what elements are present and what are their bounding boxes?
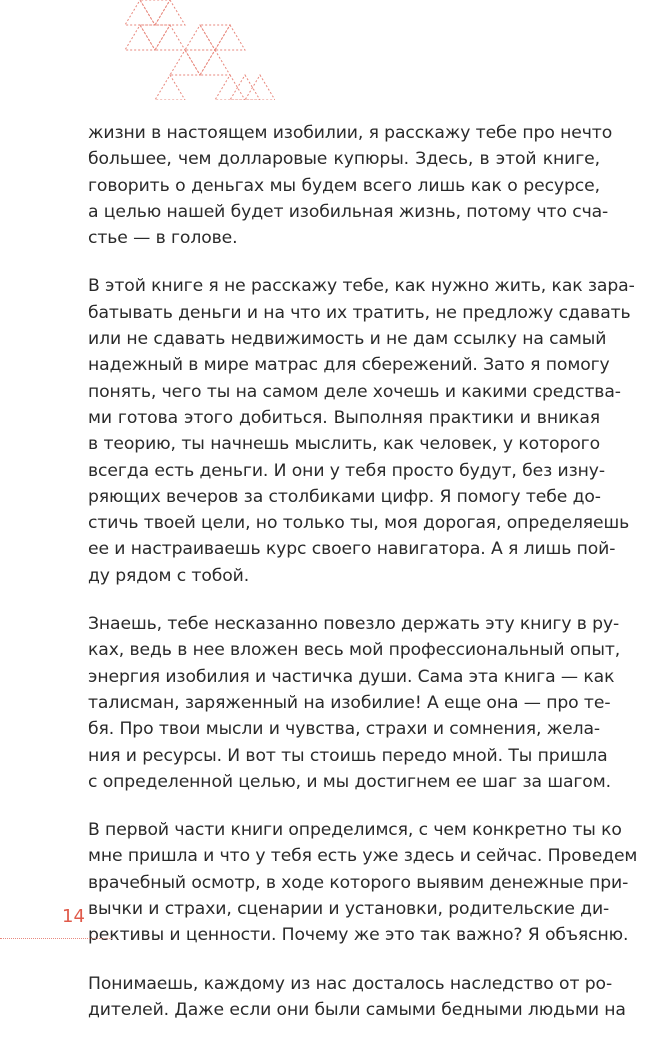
paragraph-4 — [88, 817, 638, 948]
paragraph-2 — [88, 273, 635, 589]
text-line: а целью нашей будет изобильная жизнь, потому что сча- — [88, 201, 609, 222]
text-line: Понимаешь, каждому из нас досталось наследство от ро- — [88, 973, 613, 994]
text-line: большее, чем долларовые купюры. Здесь, в этой книге, — [88, 149, 600, 170]
text-line: ми готова этого добиться. Выполняя практики и вникая — [88, 407, 600, 428]
text-line: В первой части книги определимся, с чем конкретно ты ко — [88, 820, 622, 841]
text-line: бя. Про твои мысли и чувства, страхи и сомнения, жела- — [88, 719, 600, 740]
text-line: дителей. Даже если они были самыми бедными людьми на — [88, 999, 626, 1020]
page-number-rule — [0, 938, 112, 939]
text-line: ду рядом с тобой. — [88, 565, 250, 586]
text-line: В этой книге я не расскажу тебе, как нужно жить, как зара- — [88, 276, 635, 297]
text-line: талисман, заряженный на изобилие! А еще она — про те- — [88, 692, 611, 713]
text-line: ния и ресурсы. И вот ты стоишь передо мной. Ты пришла — [88, 745, 608, 766]
text-line: врачебный осмотр, в ходе которого выявим денежные при- — [88, 872, 629, 893]
text-line: всегда есть деньги. И они у тебя просто будут, без изну- — [88, 460, 605, 481]
text-line: стичь твоей цели, но только ты, моя дорогая, определяешь — [88, 513, 630, 534]
text-line: ках, ведь в нее вложен весь мой профессиональный опыт, — [88, 640, 621, 661]
text-line: вычки и страхи, сценарии и установки, родительские ди- — [88, 899, 610, 920]
text-line: жизни в настоящем изобилии, я расскажу тебе про нечто — [88, 123, 613, 143]
paragraph-3 — [88, 611, 621, 795]
text-line: ее и настраиваешь курс своего навигатора. А я лишь пой- — [88, 539, 616, 560]
text-line: мне пришла и что у тебя есть уже здесь и сейчас. Проведем — [88, 846, 638, 867]
text-line: понять, чего ты на самом деле хочешь и какими средства- — [88, 381, 621, 402]
text-line: говорить о деньгах мы будем всего лишь как о ресурсе, — [88, 175, 600, 196]
triangle-ornament — [125, 0, 275, 100]
page-number: 14 — [62, 906, 85, 927]
text-line: с определенной целью, и мы достигнем ее шаг за шагом. — [88, 771, 611, 792]
text-line: рективы и ценности. Почему же это так важно? Я объясню. — [88, 925, 629, 946]
text-line: надежный в мире матрас для сбережений. Зато я помогу — [88, 355, 610, 376]
text-line: в теорию, ты начнешь мыслить, как человек, у которого — [88, 434, 600, 455]
text-line: ряющих вечеров за столбиками цифр. Я помогу тебе до- — [88, 486, 601, 507]
paragraph-5 — [88, 971, 626, 1024]
text-line: стье — в голове. — [88, 228, 238, 249]
text-line: батывать деньги и на что их тратить, не предложу сдавать — [88, 302, 631, 323]
text-line: Знаешь, тебе несказанно повезло держать эту книгу в ру- — [88, 614, 620, 635]
paragraph-1 — [88, 120, 613, 251]
text-line: энергия изобилия и частичка души. Сама эта книга — как — [88, 666, 615, 687]
page-body — [88, 120, 638, 1045]
text-line: или не сдавать недвижимость и не дам ссылку на самый — [88, 329, 607, 350]
